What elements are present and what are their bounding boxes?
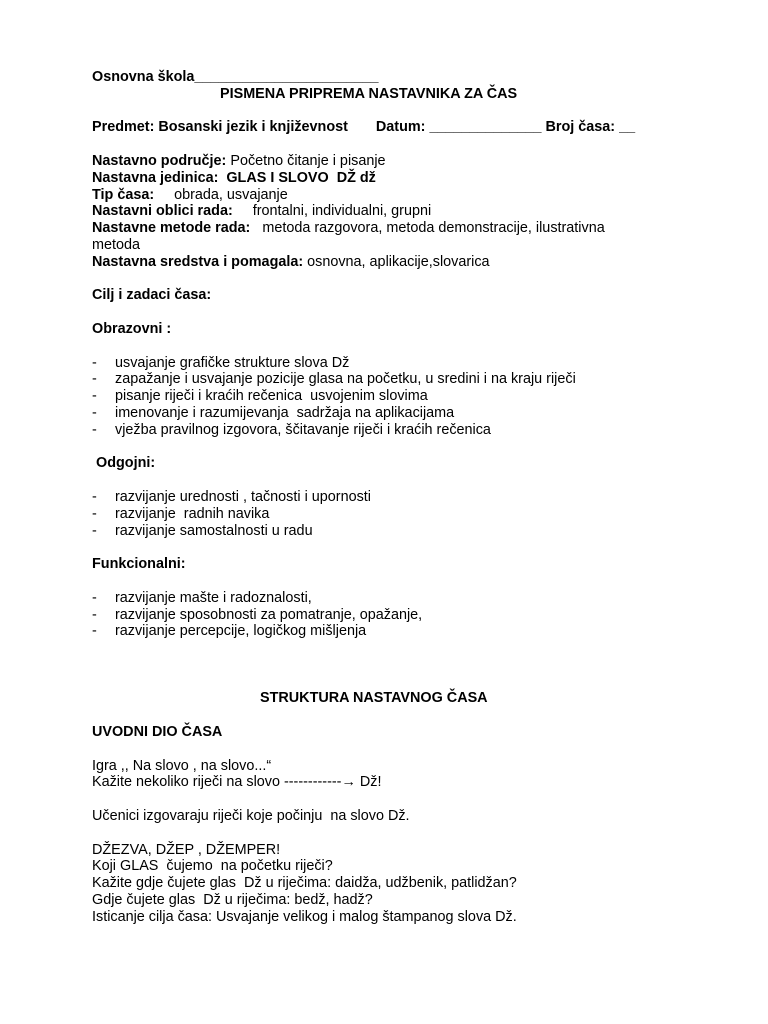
list-item — [92, 371, 692, 388]
detail-label: Nastavne metode rada: — [92, 220, 251, 237]
bullet-dash: - — [92, 404, 97, 421]
detail-line-area — [92, 153, 692, 170]
bullet-dash: - — [92, 623, 97, 640]
list-item — [92, 523, 692, 540]
list-item — [92, 590, 692, 607]
spacer — [92, 707, 692, 724]
list-item-text: razvijanje mašte i radoznalosti, — [115, 589, 312, 606]
intro-line: Isticanje cilja časa: Usvajanje velikog i malog štampanog slova Dž. — [92, 908, 517, 925]
spacer — [92, 304, 692, 321]
bullet-dash: - — [92, 505, 97, 522]
list-item-text: razvijanje urednosti , tačnosti i upornosti — [115, 488, 371, 505]
list-item — [92, 489, 692, 506]
intro-line: Gdje čujete glas Dž u riječima: bedž, hadž? — [92, 892, 373, 909]
detail-value: obrada, usvajanje — [154, 186, 288, 203]
spacer — [92, 741, 692, 758]
list-item — [92, 422, 692, 439]
intro-line: Kažite nekoliko riječi na slovo ------------→ Dž! — [92, 774, 382, 791]
list-item — [92, 388, 692, 405]
intro-line: Koji GLAS čujemo na početku riječi? — [92, 858, 333, 875]
detail-label: Nastavno područje: — [92, 152, 227, 169]
bullet-dash: - — [92, 421, 97, 438]
detail-label: Tip časa: — [92, 186, 155, 203]
spacer — [92, 791, 692, 808]
spacer — [92, 439, 692, 456]
list-item-text: imenovanje i razumijevanja sadržaja na aplikacijama — [115, 404, 455, 421]
detail-label: Nastavna sredstva i pomagala: — [92, 253, 304, 270]
spacer — [92, 573, 692, 590]
intro-line: Kažite gdje čujete glas Dž u riječima: daidža, udžbenik, patlidžan? — [92, 875, 517, 892]
list-item-text: zapažanje i usvajanje pozicije glasa na početku, u sredini i na kraju riječi — [115, 371, 576, 388]
bullet-dash: - — [92, 522, 97, 539]
list-item-text: razvijanje percepcije, logičkog mišljenja — [115, 623, 367, 640]
goals-heading: Cilj i zadaci časa: — [92, 287, 212, 304]
intro-line: Igra ,, Na slovo , na slovo...“ — [92, 757, 272, 774]
detail-label: Nastavna jedinica: GLAS I SLOVO DŽ dž — [92, 169, 376, 186]
list-item — [92, 506, 692, 523]
list-item-text: vježba pravilnog izgovora, ščitavanje riječi i kraćih rečenica — [115, 421, 491, 438]
list-item-text: razvijanje radnih navika — [115, 505, 270, 522]
odgojni-heading: Odgojni: — [96, 455, 156, 472]
list-item — [92, 623, 692, 640]
spacer — [92, 136, 692, 153]
list-item — [92, 355, 692, 372]
detail-value: osnovna, aplikacije,slovarica — [303, 253, 490, 270]
list-item — [92, 607, 692, 624]
list-item-text: pisanje riječi i kraćih rečenica usvojenim slovima — [115, 388, 428, 405]
spacer — [92, 657, 692, 674]
obrazovni-heading: Obrazovni : — [92, 320, 172, 337]
detail-label: Nastavni oblici rada: — [92, 203, 233, 220]
detail-line-methods — [92, 220, 692, 237]
detail-value: metoda — [92, 236, 140, 253]
detail-value: metoda razgovora, metoda demonstracije, ilustrativna — [250, 220, 605, 237]
spacer — [92, 640, 692, 657]
bullet-dash: - — [92, 388, 97, 405]
bullet-dash: - — [92, 488, 97, 505]
school-line: Osnovna škola_______________________ — [92, 69, 379, 85]
document-body — [92, 69, 692, 926]
detail-line-resources — [92, 254, 692, 271]
bullet-dash: - — [92, 354, 97, 371]
spacer — [92, 825, 692, 842]
spacer — [92, 472, 692, 489]
document-title: PISMENA PRIPREMA NASTAVNIKA ZA ČAS — [220, 85, 518, 102]
spacer — [92, 338, 692, 355]
bullet-dash: - — [92, 606, 97, 623]
list-item-text: razvijanje sposobnosti za pomatranje, opažanje, — [115, 606, 423, 623]
funkcionalni-heading: Funkcionalni: — [92, 556, 186, 573]
detail-line-forms — [92, 203, 692, 220]
spacer — [92, 674, 692, 691]
subject-line: Predmet: Bosanski jezik i književnost Datum: ______________ Broj časa: __ — [92, 119, 636, 136]
list-item-text: usvajanje grafičke strukture slova Dž — [115, 354, 350, 371]
list-item — [92, 405, 692, 422]
structure-title: STRUKTURA NASTAVNOG ČASA — [260, 690, 488, 707]
intro-heading: UVODNI DIO ČASA — [92, 724, 223, 741]
bullet-dash: - — [92, 371, 97, 388]
detail-value: Početno čitanje i pisanje — [226, 152, 386, 169]
detail-line-methods-cont — [92, 237, 692, 254]
spacer — [92, 271, 692, 288]
spacer — [92, 539, 692, 556]
detail-line-type — [92, 187, 692, 204]
spacer — [92, 103, 692, 120]
intro-line: Učenici izgovaraju riječi koje počinju na slovo Dž. — [92, 808, 410, 825]
bullet-dash: - — [92, 589, 97, 606]
detail-line-unit — [92, 170, 692, 187]
detail-value: frontalni, individualni, grupni — [232, 203, 432, 220]
intro-line: DŽEZVA, DŽEP , DŽEMPER! — [92, 841, 281, 858]
list-item-text: razvijanje samostalnosti u radu — [115, 522, 313, 539]
